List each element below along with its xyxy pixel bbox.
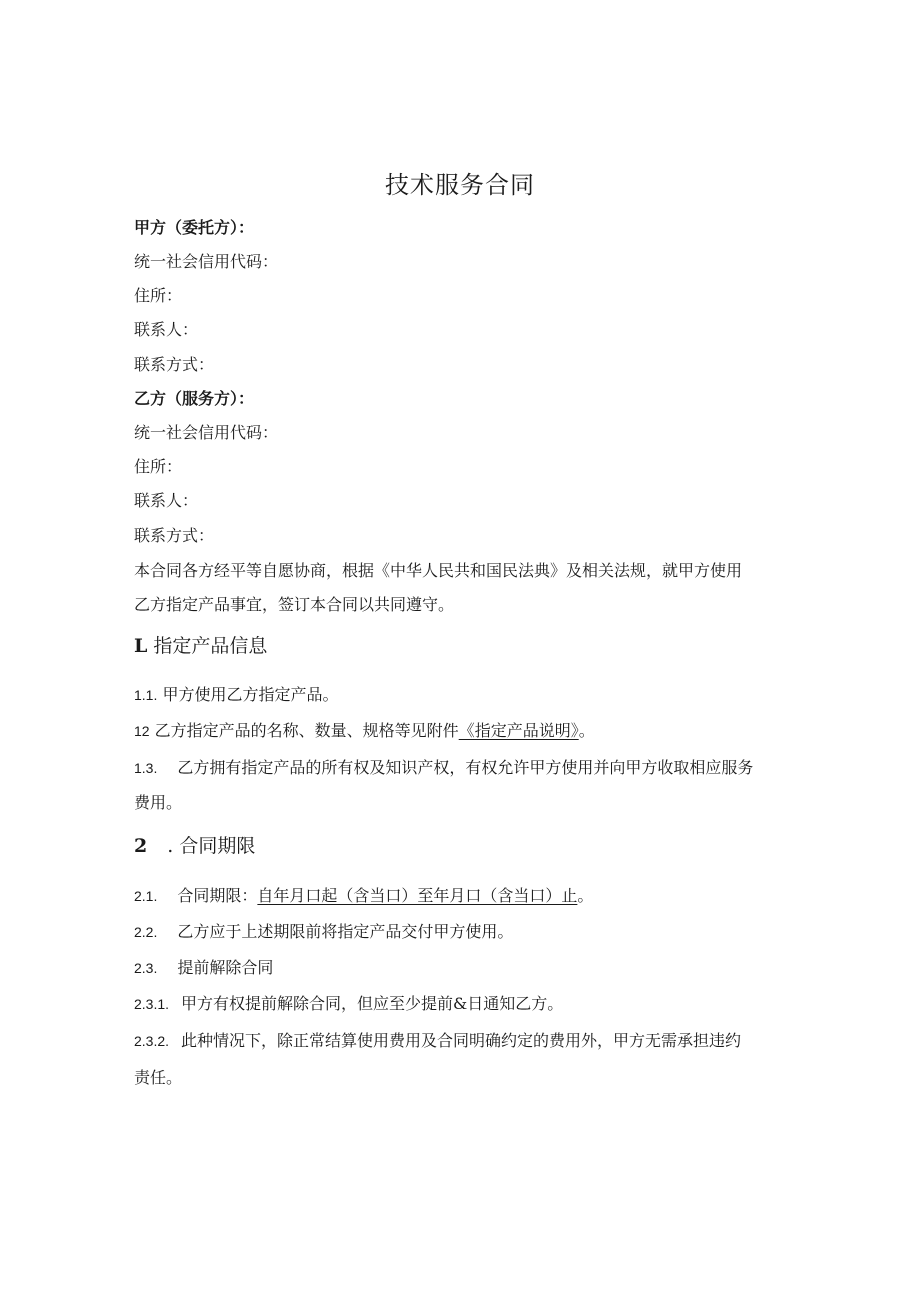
clause-1-2-end: 。 <box>578 721 595 740</box>
party-b-contact: 联系人： <box>134 491 199 510</box>
clause-1-1-text: 甲方使用乙方指定产品。 <box>162 685 339 704</box>
section-1-number: L <box>134 635 148 657</box>
clause-1-2 <box>134 721 595 741</box>
party-a-contact: 联系人： <box>134 320 199 339</box>
intro-line-1: 本合同各方经平等自愿协商，根据《中华人民共和国民法典》及相关法规，就甲方使用 <box>134 561 743 580</box>
attachment-link[interactable]: 《指定产品说明》 <box>458 721 579 740</box>
contract-period: 自年月口起（含当口）至年月口（含当口）止 <box>257 886 578 905</box>
clause-2-1-number: 2.1. <box>134 888 158 904</box>
clause-2-1-label: 合同期限： <box>177 886 258 905</box>
clause-1-2-text: 乙方指定产品的名称、数量、规格等见附件 <box>154 721 459 740</box>
party-a-credit-code: 统一社会信用代码： <box>134 252 279 271</box>
party-a-heading: 甲方（委托方）： <box>134 218 255 237</box>
section-1-title: 指定产品信息 <box>153 635 268 657</box>
clause-1-3-line-2: 费用。 <box>134 793 183 812</box>
clause-2-2 <box>134 922 513 942</box>
party-b-heading: 乙方（服务方）： <box>134 389 255 408</box>
clause-1-3 <box>134 758 753 778</box>
clause-2-3 <box>134 958 273 978</box>
clause-2-3-2-line-2: 责任。 <box>134 1068 183 1087</box>
clause-2-3-number: 2.3. <box>134 960 158 976</box>
clause-1-3-number: 1.3. <box>134 760 158 776</box>
party-a-address: 住所： <box>134 286 183 305</box>
intro-line-2: 乙方指定产品事宜，签订本合同以共同遵守。 <box>134 595 455 614</box>
clause-2-3-text: 提前解除合同 <box>177 958 274 977</box>
party-b-credit-code: 统一社会信用代码： <box>134 423 279 442</box>
section-2-number: 2 <box>134 835 148 857</box>
clause-2-3-2-number: 2.3.2. <box>134 1033 170 1049</box>
clause-2-3-2 <box>134 1031 741 1051</box>
clause-2-2-text: 乙方应于上述期限前将指定产品交付甲方使用。 <box>177 922 514 941</box>
section-1-heading <box>134 634 267 658</box>
party-b-contact-method: 联系方式： <box>134 526 215 545</box>
party-a-contact-method: 联系方式： <box>134 355 215 374</box>
clause-2-3-2-line-1: 此种情况下，除正常结算使用费用及合同明确约定的费用外，甲方无需承担违约 <box>181 1031 742 1050</box>
clause-1-1-number: 1.1. <box>134 687 158 703</box>
document-title: 技术服务合同 <box>385 171 535 199</box>
section-2-title: . 合同期限 <box>167 835 256 857</box>
clause-2-1-end: 。 <box>577 886 594 905</box>
section-2-heading <box>134 834 255 858</box>
clause-2-3-1 <box>134 994 563 1014</box>
clause-1-3-line-1: 乙方拥有指定产品的所有权及知识产权，有权允许甲方使用并向甲方收取相应服务 <box>177 758 754 777</box>
clause-2-2-number: 2.2. <box>134 924 158 940</box>
party-b-address: 住所： <box>134 457 183 476</box>
clause-2-3-1-number: 2.3.1. <box>134 996 170 1012</box>
clause-2-3-1-text: 甲方有权提前解除合同，但应至少提前&日通知乙方。 <box>181 994 564 1013</box>
clause-1-2-number: 12 <box>134 723 150 739</box>
clause-2-1 <box>134 886 593 906</box>
clause-1-1 <box>134 685 338 705</box>
